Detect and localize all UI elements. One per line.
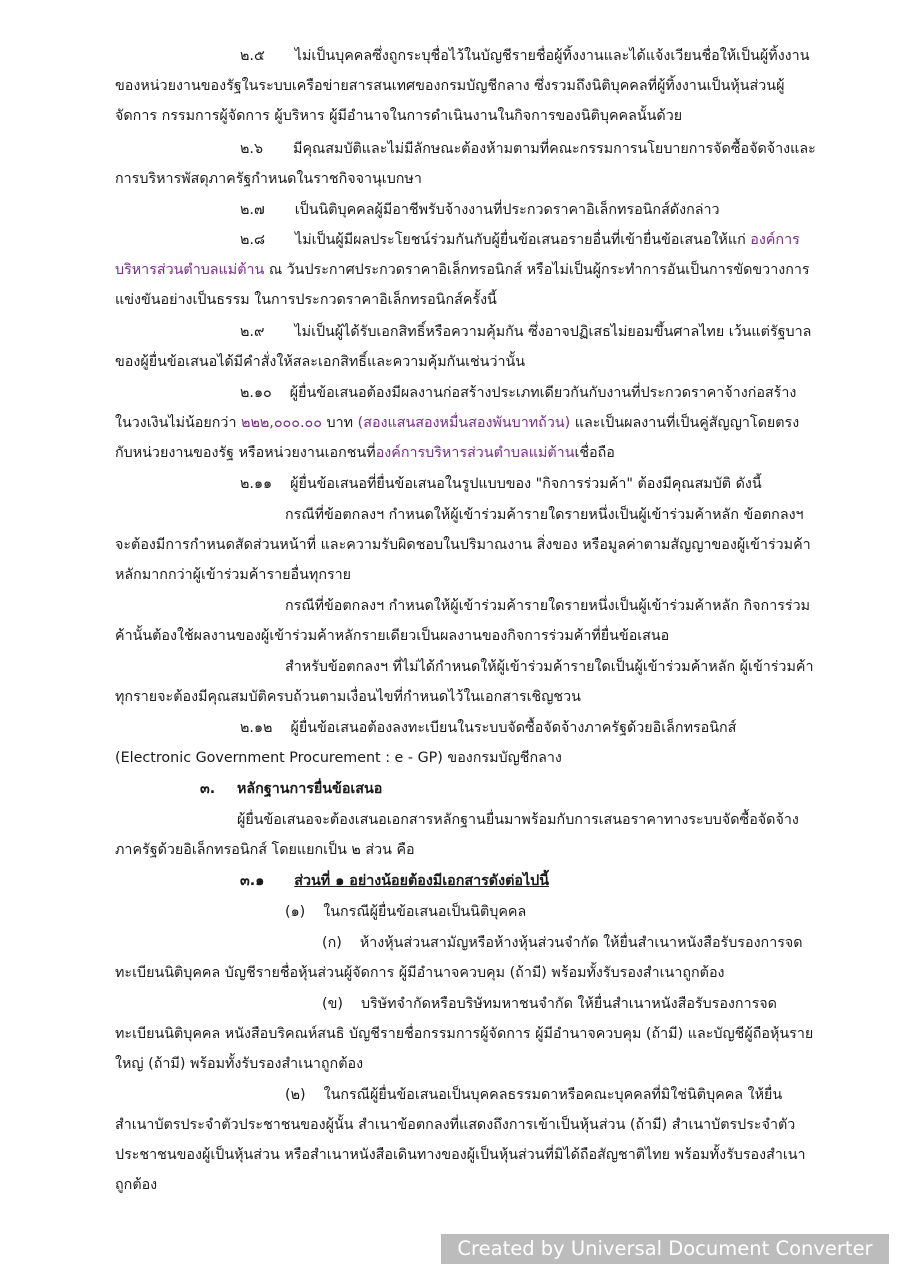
item-b-line-2: ทะเบียนนิติบุคคล หนังสือบริคณห์สนธิ บัญชีรายชื่อกรรมการผู้จัดการ ผู้มีอำนาจควบคุม (ถ้ามี) และบัญชีผู้ถือหุ้นราย — [115, 1026, 814, 1042]
amount-value: ๒๒๒,๐๐๐.๐๐ — [241, 415, 323, 431]
converter-watermark: Created by Universal Document Converter — [441, 1234, 889, 1264]
clause-text: ไม่เป็นผู้ได้รับเอกสิทธิ์หรือความคุ้มกัน ซึ่งอาจปฏิเสธไม่ยอมขึ้นศาลไทย เว้นแต่รัฐบาล — [294, 324, 812, 340]
clause-text: ไม่เป็นบุคคลซึ่งถูกระบุชื่อไว้ในบัญชีรายชื่อผู้ทิ้งงานและได้แจ้งเวียนชื่อให้เป็นผู้ทิ้งงาน — [294, 48, 810, 64]
item-a-line-2: ทะเบียนนิติบุคคล บัญชีรายชื่อหุ้นส่วนผู้จัดการ ผู้มีอำนาจควบคุม (ถ้ามี) พร้อมทั้งรับรองสำเนาถูกต้อง — [115, 965, 725, 981]
item-2-line-2: สำเนาบัตรประจำตัวประชาชนของผู้นั้น สำเนาข้อตกลงที่แสดงถึงการเข้าเป็นหุ้นส่วน (ถ้ามี) สำเนาบัตรประจำตัว — [115, 1117, 796, 1133]
item-letter: (ก) — [322, 935, 342, 951]
clause-number: ๒.๑๑ — [240, 476, 273, 492]
clause-2-10-line-1 — [240, 383, 796, 403]
clause-text: เป็นนิติบุคคลผู้มีอาชีพรับจ้างงานที่ประกวดราคาอิเล็กทรอนิกส์ดังกล่าว — [294, 202, 720, 218]
clause-text: ผู้ยื่นข้อเสนอที่ยื่นข้อเสนอในรูปแบบของ "กิจการร่วมค้า" ต้องมีคุณสมบัติ ดังนี้ — [290, 476, 762, 492]
clause-2-6-line-1 — [240, 139, 816, 159]
item-2-line-1 — [285, 1085, 782, 1105]
section-3-line-2: ภาครัฐด้วยอิเล็กทรอนิกส์ โดยแยกเป็น ๒ ส่วน คือ — [115, 842, 415, 858]
section-3-title: หลักฐานการยื่นข้อเสนอ — [237, 781, 383, 797]
clause-text: ในวงเงินไม่น้อยกว่า — [115, 415, 242, 431]
clause-number: ๒.๙ — [240, 324, 265, 340]
clause-2-5-line-1 — [240, 46, 809, 66]
item-number: (๒) — [285, 1087, 306, 1103]
clause-2-11-para-2-line-1: กรณีที่ข้อตกลงฯ กำหนดให้ผู้เข้าร่วมค้ารายใดรายหนึ่งเป็นผู้เข้าร่วมค้าหลัก กิจการร่วม — [285, 598, 811, 614]
currency-label: บาท — [322, 415, 358, 431]
clause-2-11-line-1 — [240, 474, 762, 494]
item-text: ในกรณีผู้ยื่นข้อเสนอเป็นนิติบุคคล — [323, 904, 527, 920]
clause-2-8-line-1 — [240, 230, 800, 250]
clause-2-11-para-2-line-2: ค้านั้นต้องใช้ผลงานของผู้เข้าร่วมค้าหลักรายเดียวเป็นผลงานของกิจการร่วมค้าที่ยื่นข้อเสนอ — [115, 628, 670, 644]
clause-number: ๒.๘ — [240, 232, 265, 248]
clause-text: ผู้ยื่นข้อเสนอต้องลงทะเบียนในระบบจัดซื้อจัดจ้างภาครัฐด้วยอิเล็กทรอนิกส์ — [290, 720, 737, 736]
clause-2-11-para-1-line-1: กรณีที่ข้อตกลงฯ กำหนดให้ผู้เข้าร่วมค้ารายใดรายหนึ่งเป็นผู้เข้าร่วมค้าหลัก ข้อตกลงฯ — [285, 507, 804, 523]
clause-2-10-line-2 — [115, 413, 799, 433]
clause-2-9-line-1 — [240, 322, 811, 342]
item-text: ในกรณีผู้ยื่นข้อเสนอเป็นบุคคลธรรมดาหรือคณะบุคคลที่มิใช่นิติบุคคล ให้ยื่น — [323, 1087, 783, 1103]
section-3-heading — [200, 779, 215, 799]
clause-number: ๒.๑๒ — [240, 720, 273, 736]
clause-2-10-line-3 — [115, 443, 615, 463]
clause-number: ๒.๗ — [240, 202, 265, 218]
clause-2-5-line-3: จัดการ กรรมการผู้จัดการ ผู้บริหาร ผู้มีอำนาจในการดำเนินงานในกิจการของนิติบุคคลนั้นด้วย — [115, 108, 683, 124]
amount-in-words: (สองแสนสองหมื่นสองพันบาทถ้วน) — [357, 415, 571, 431]
section-3-line-1: ผู้ยื่นข้อเสนอจะต้องเสนอเอกสารหลักฐานยื่นมาพร้อมกับการเสนอราคาทางระบบจัดซื้อจัดจ้าง — [237, 812, 799, 828]
clause-number: ๒.๕ — [240, 48, 265, 64]
clause-2-8-line-2 — [115, 260, 810, 280]
item-a-line-1 — [322, 933, 803, 953]
item-text: บริษัทจำกัดหรือบริษัทมหาชนจำกัด ให้ยื่นสำเนาหนังสือรับรองการจด — [360, 996, 777, 1012]
clause-2-9-line-2: ของผู้ยื่นข้อเสนอได้มีคำสั่งให้สละเอกสิทธิ์และความคุ้มกันเช่นว่านั้น — [115, 354, 526, 370]
clause-2-5-line-2: ของหน่วยงานของรัฐในระบบเครือข่ายสารสนเทศของกรมบัญชีกลาง ซึ่งรวมถึงนิติบุคคลที่ผู้ทิ้งงานเป็นหุ้นส่วนผู้ — [115, 78, 785, 94]
organization-name: บริหารส่วนตำบลแม่ต้าน — [115, 262, 265, 278]
item-1-line — [285, 902, 526, 922]
clause-2-11-para-1-line-3: หลักมากกว่าผู้เข้าร่วมค้ารายอื่นทุกราย — [115, 567, 352, 583]
section-number: ๓.๑ — [240, 873, 265, 889]
item-number: (๑) — [285, 904, 306, 920]
section-3-1-heading — [240, 871, 549, 891]
item-b-line-1 — [322, 994, 777, 1014]
clause-2-8-line-3: แข่งขันอย่างเป็นธรรม ในการประกวดราคาอิเล็กทรอนิกส์ครั้งนี้ — [115, 292, 497, 308]
clause-text: ณ วันประกาศประกวดราคาอิเล็กทรอนิกส์ หรือไม่เป็นผู้กระทำการอันเป็นการขัดขวางการ — [264, 262, 810, 278]
clause-number: ๒.๖ — [240, 141, 264, 157]
clause-text: กับหน่วยงานของรัฐ หรือหน่วยงานเอกชนที่ — [115, 445, 376, 461]
section-title: ส่วนที่ ๑ อย่างน้อยต้องมีเอกสารดังต่อไปนี้ — [294, 873, 549, 889]
item-2-line-3: ประชาชนของผู้เป็นหุ้นส่วน หรือสำเนาหนังสือเดินทางของผู้เป็นหุ้นส่วนที่มิได้ถือสัญชาติไทย พร้อมทั้งรับรองสำเนา — [115, 1147, 806, 1163]
clause-text: และเป็นผลงานที่เป็นคู่สัญญาโดยตรง — [570, 415, 800, 431]
item-2-line-4: ถูกต้อง — [115, 1177, 158, 1193]
clause-2-11-para-3-line-1: สำหรับข้อตกลงฯ ที่ไม่ได้กำหนดให้ผู้เข้าร่วมค้ารายใดเป็นผู้เข้าร่วมค้าหลัก ผู้เข้าร่วมค้า — [285, 659, 814, 675]
clause-text: ผู้ยื่นข้อเสนอต้องมีผลงานก่อสร้างประเภทเดียวกันกับงานที่ประกวดราคาจ้างก่อสร้าง — [289, 385, 797, 401]
clause-number: ๒.๑๐ — [240, 385, 272, 401]
clause-2-6-line-2: การบริหารพัสดุภาครัฐกำหนดในราชกิจจานุเบกษา — [115, 171, 422, 187]
section-number: ๓. — [200, 781, 216, 797]
clause-2-12-line-2: (Electronic Government Procurement : e - GP) ของกรมบัญชีกลาง — [115, 750, 562, 766]
item-text: ห้างหุ้นส่วนสามัญหรือห้างหุ้นส่วนจำกัด ให้ยื่นสำเนาหนังสือรับรองการจด — [359, 935, 803, 951]
organization-name: องค์การบริหารส่วนตำบลแม่ต้าน — [375, 445, 575, 461]
clause-text: ไม่เป็นผู้มีผลประโยชน์ร่วมกันกับผู้ยื่นข้อเสนอรายอื่นที่เข้ายื่นข้อเสนอให้แก่ — [295, 232, 751, 248]
item-letter: (ข) — [322, 996, 343, 1012]
clause-text: มีคุณสมบัติและไม่มีลักษณะต้องห้ามตามที่คณะกรรมการนโยบายการจัดซื้อจัดจ้างและ — [293, 141, 816, 157]
clause-2-7-line-1 — [240, 200, 720, 220]
clause-2-12-line-1 — [240, 718, 736, 738]
item-b-line-3: ใหญ่ (ถ้ามี) พร้อมทั้งรับรองสำเนาถูกต้อง — [115, 1056, 364, 1072]
clause-2-11-para-3-line-2: ทุกรายจะต้องมีคุณสมบัติครบถ้วนตามเงื่อนไขที่กำหนดไว้ในเอกสารเชิญชวน — [115, 689, 581, 705]
clause-2-11-para-1-line-2: จะต้องมีการกำหนดสัดส่วนหน้าที่ และความรับผิดชอบในปริมาณงาน สิ่งของ หรือมูลค่าตามสัญญาของผู้เข้าร่วมค้า — [115, 537, 811, 553]
clause-text: เชื่อถือ — [574, 445, 615, 461]
organization-name: องค์การ — [750, 232, 800, 248]
